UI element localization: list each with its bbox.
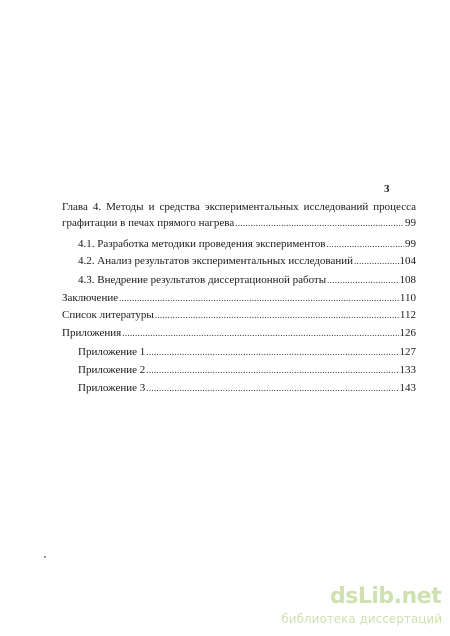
toc-leader-dots <box>146 345 398 360</box>
toc-leader-dots <box>326 237 404 252</box>
toc-entry-title: 4.3. Внедрение результатов диссертационной работы <box>78 274 327 286</box>
toc-entry-page: 108 <box>399 274 416 286</box>
toc-entry-4-1 <box>78 237 416 252</box>
toc-entry-title: Список литературы <box>62 309 154 321</box>
toc-entry-page: 133 <box>399 364 416 376</box>
toc-entry-appendix-3 <box>78 381 416 396</box>
toc-entry-page: 112 <box>399 309 416 321</box>
scan-speck <box>44 556 46 558</box>
toc-entry-title: Заключение <box>62 292 119 304</box>
toc-leader-dots <box>354 254 399 269</box>
toc-chapter4-title-line1: Глава 4. Методы и средства экспериментальных исследований процесса <box>62 201 416 213</box>
toc-entry-references <box>62 308 416 323</box>
toc-entry-appendices <box>62 326 416 341</box>
toc-entry-page: 99 <box>405 217 416 229</box>
toc-entry-page: 104 <box>399 255 416 267</box>
toc-entry-page: 143 <box>399 382 416 394</box>
toc-entry-conclusion <box>62 291 416 306</box>
toc-leader-dots <box>327 273 398 288</box>
toc-leader-dots <box>119 291 399 306</box>
toc-entry-title: 4.2. Анализ результатов экспериментальных исследований <box>78 255 353 267</box>
watermark-logo: dsLib.net <box>330 584 442 609</box>
toc-leader-dots <box>122 326 398 341</box>
toc-leader-dots <box>235 216 404 231</box>
toc-leader-dots <box>155 308 399 323</box>
toc-entry-page: 126 <box>399 327 416 339</box>
toc-entry-title: Приложения <box>62 327 122 339</box>
toc-leader-dots <box>146 381 398 396</box>
watermark-subtitle: библиотека диссертаций <box>281 612 442 626</box>
toc-entry-page: 110 <box>399 292 416 304</box>
watermark <box>262 584 450 634</box>
toc-entry-appendix-1 <box>78 345 416 360</box>
toc-entry-page: 127 <box>399 346 416 358</box>
toc-entry-4-3 <box>78 273 416 288</box>
toc-leader-dots <box>146 363 398 378</box>
toc-entry-title: Приложение 3 <box>78 382 146 394</box>
page-number: 3 <box>384 183 390 195</box>
toc-entry-chapter4 <box>62 216 416 231</box>
toc-entry-title: Приложение 2 <box>78 364 146 376</box>
toc-entry-title: Приложение 1 <box>78 346 146 358</box>
toc-entry-page: 99 <box>405 238 416 250</box>
toc-entry-title: графитации в печах прямого нагрева <box>62 217 235 229</box>
toc-entry-4-2 <box>78 254 416 269</box>
toc-entry-appendix-2 <box>78 363 416 378</box>
toc-entry-title: 4.1. Разработка методики проведения экспериментов <box>78 238 326 250</box>
